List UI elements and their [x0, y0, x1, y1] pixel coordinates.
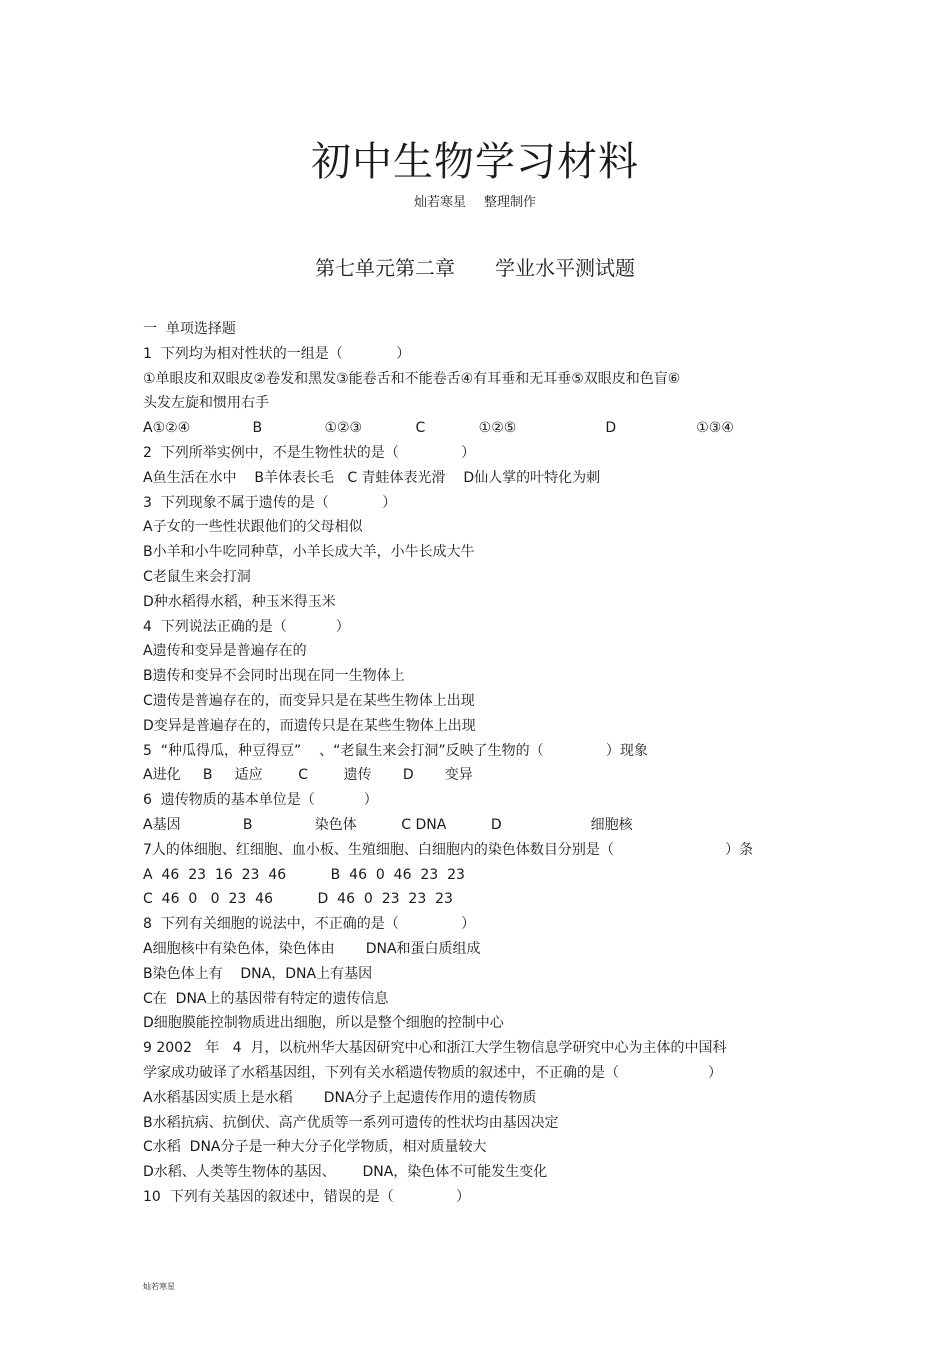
text-line: 7人的体细胞、红细胞、血小板、生殖细胞、白细胞内的染色体数目分别是（ ）条	[143, 841, 754, 858]
text-line: 4 下列说法正确的是（ ）	[143, 618, 350, 635]
text-line: C遗传是普遍存在的，而变异只是在某些生物体上出现	[143, 692, 475, 709]
text-line: B遗传和变异不会同时出现在同一生物体上	[143, 668, 405, 685]
text-line: D细胞膜能控制物质进出细胞，所以是整个细胞的控制中心	[143, 1015, 504, 1032]
text-line: B染色体上有 DNA，DNA上有基因	[143, 965, 373, 982]
text-line: 2 下列所举实例中，不是生物性状的是（ ）	[143, 444, 476, 461]
text-line: C水稻 DNA分子是一种大分子化学物质，相对质量较大	[143, 1139, 487, 1156]
text-line: ①单眼皮和双眼皮②卷发和黑发③能卷舌和不能卷舌④有耳垂和无耳垂⑤双眼皮和色盲⑥	[143, 370, 681, 387]
text-line: 1 下列均为相对性状的一组是（ ）	[143, 345, 411, 362]
text-line: A水稻基因实质上是水稻 DNA分子上起遗传作用的遗传物质	[143, 1089, 537, 1106]
text-line: A遗传和变异是普遍存在的	[143, 643, 307, 660]
author-role: 整理制作	[484, 195, 537, 210]
text-line: A细胞核中有染色体，染色体由 DNA和蛋白质组成	[143, 940, 481, 957]
text-line: 10 下列有关基因的叙述中，错误的是（ ）	[143, 1188, 471, 1205]
text-line: 3 下列现象不属于遗传的是（ ）	[143, 494, 397, 511]
text-line: 学家成功破译了水稻基因组，下列有关水稻遗传物质的叙述中，不正确的是（ ）	[143, 1064, 723, 1081]
text-line: D种水稻得水稻，种玉米得玉米	[143, 593, 336, 610]
text-line: 头发左旋和惯用右手	[143, 395, 269, 412]
author-name: 灿若寒星	[413, 195, 466, 210]
text-line: B水稻抗病、抗倒伏、高产优质等一系列可遗传的性状均由基因决定	[143, 1114, 559, 1131]
text-line: D变异是普遍存在的，而遗传只是在某些生物体上出现	[143, 717, 476, 734]
question-content	[143, 317, 843, 1210]
text-line: A子女的一些性状跟他们的父母相似	[143, 519, 363, 536]
text-line: 9 2002 年 4 月，以杭州华大基因研究中心和浙江大学生物信息学研究中心为主体的中国科	[143, 1040, 727, 1057]
author-line	[0, 194, 950, 212]
text-line: 5 “种瓜得瓜，种豆得豆” 、“老鼠生来会打洞”反映了生物的（ ）现象	[143, 742, 648, 759]
text-line: C 46 0 0 23 46 D 46 0 23 23 23	[143, 891, 453, 908]
document-title: 初中生物学习材料	[311, 139, 639, 185]
text-line: D水稻、人类等生物体的基因、 DNA，染色体不可能发生变化	[143, 1164, 548, 1181]
text-line: 一 单项选择题	[143, 321, 236, 337]
page-footer: 灿若寒星	[143, 1282, 175, 1291]
unit-label: 第七单元第二章	[315, 256, 455, 280]
text-line: A①②④ B ①②③ C ①②⑤ D ①③④	[143, 420, 734, 437]
text-line: A鱼生活在水中 B羊体表长毛 C 青蛙体表光滑 D仙人掌的叶特化为刺	[143, 469, 601, 486]
text-line: 8 下列有关细胞的说法中，不正确的是（ ）	[143, 916, 476, 933]
text-line: C在 DNA上的基因带有特定的遗传信息	[143, 990, 389, 1007]
test-subtitle	[0, 254, 950, 282]
text-line: 6 遗传物质的基本单位是（ ）	[143, 792, 378, 809]
text-line: A基因 B 染色体 C DNA D 细胞核	[143, 816, 633, 833]
text-line: A进化 B 适应 C 遗传 D 变异	[143, 767, 473, 784]
text-line: B小羊和小牛吃同种草，小羊长成大羊，小牛长成大牛	[143, 544, 475, 561]
text-line: A 46 23 16 23 46 B 46 0 46 23 23	[143, 866, 465, 883]
text-line: C老鼠生来会打洞	[143, 568, 251, 585]
test-label: 学业水平测试题	[495, 256, 635, 280]
